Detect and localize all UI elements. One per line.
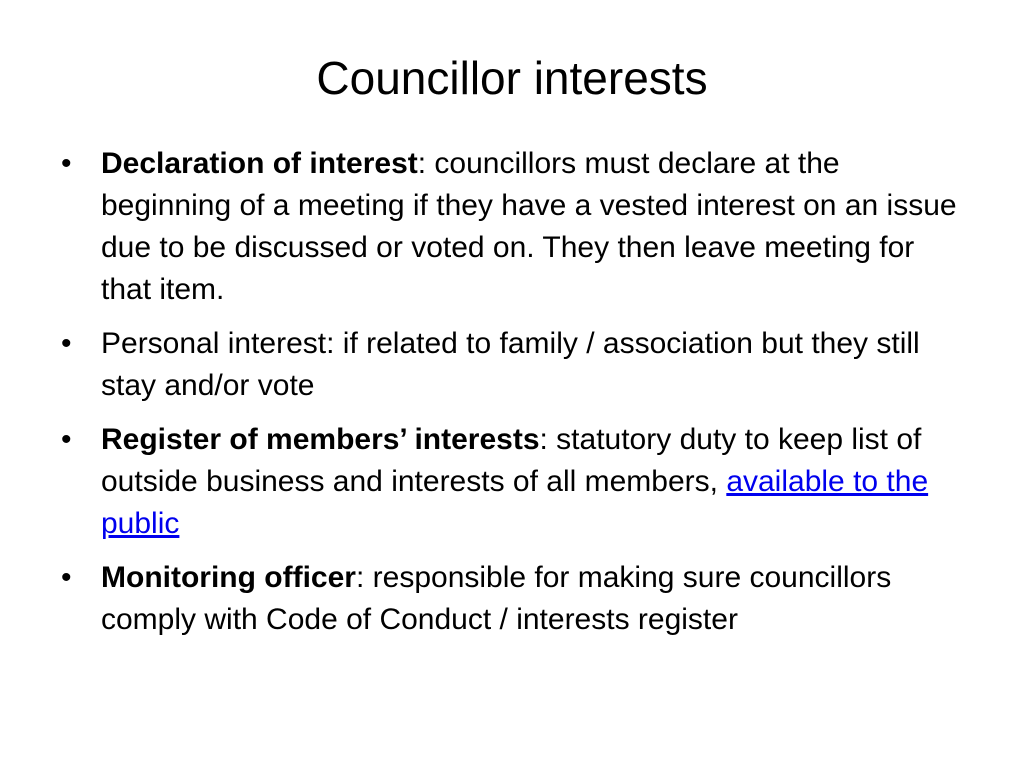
bullet-term: Monitoring officer: [101, 561, 356, 594]
bullet-dot-icon: •: [61, 147, 72, 180]
bullet-monitoring-officer: [60, 557, 970, 641]
bullet-text: : statutory duty to keep list of outside business and interests of all members,: [101, 423, 922, 498]
bullet-text: : responsible for making sure councillors comply with Code of Conduct / interests register: [101, 561, 892, 636]
bullet-term: Register of members’ interests: [101, 423, 540, 456]
bullet-register-of-members-interests: [60, 419, 970, 545]
bullet-personal-interest: [60, 323, 970, 407]
bullet-term: Declaration of interest: [101, 147, 418, 180]
bullet-text: : councillors must declare at the beginning of a meeting if they have a vested interest on an issue due to be discussed or voted on. They then leave meeting for that item.: [101, 147, 957, 306]
bullet-text: Personal interest: if related to family / association but they still stay and/or vote: [101, 327, 920, 402]
bullet-dot-icon: •: [61, 561, 72, 594]
public-register-link[interactable]: available to the public: [101, 465, 929, 540]
bullet-dot-icon: •: [61, 327, 72, 360]
bullet-declaration-of-interest: [60, 143, 970, 311]
bullet-dot-icon: •: [61, 423, 72, 456]
slide-title: Councillor interests: [316, 52, 708, 104]
bullet-list: [60, 143, 970, 653]
